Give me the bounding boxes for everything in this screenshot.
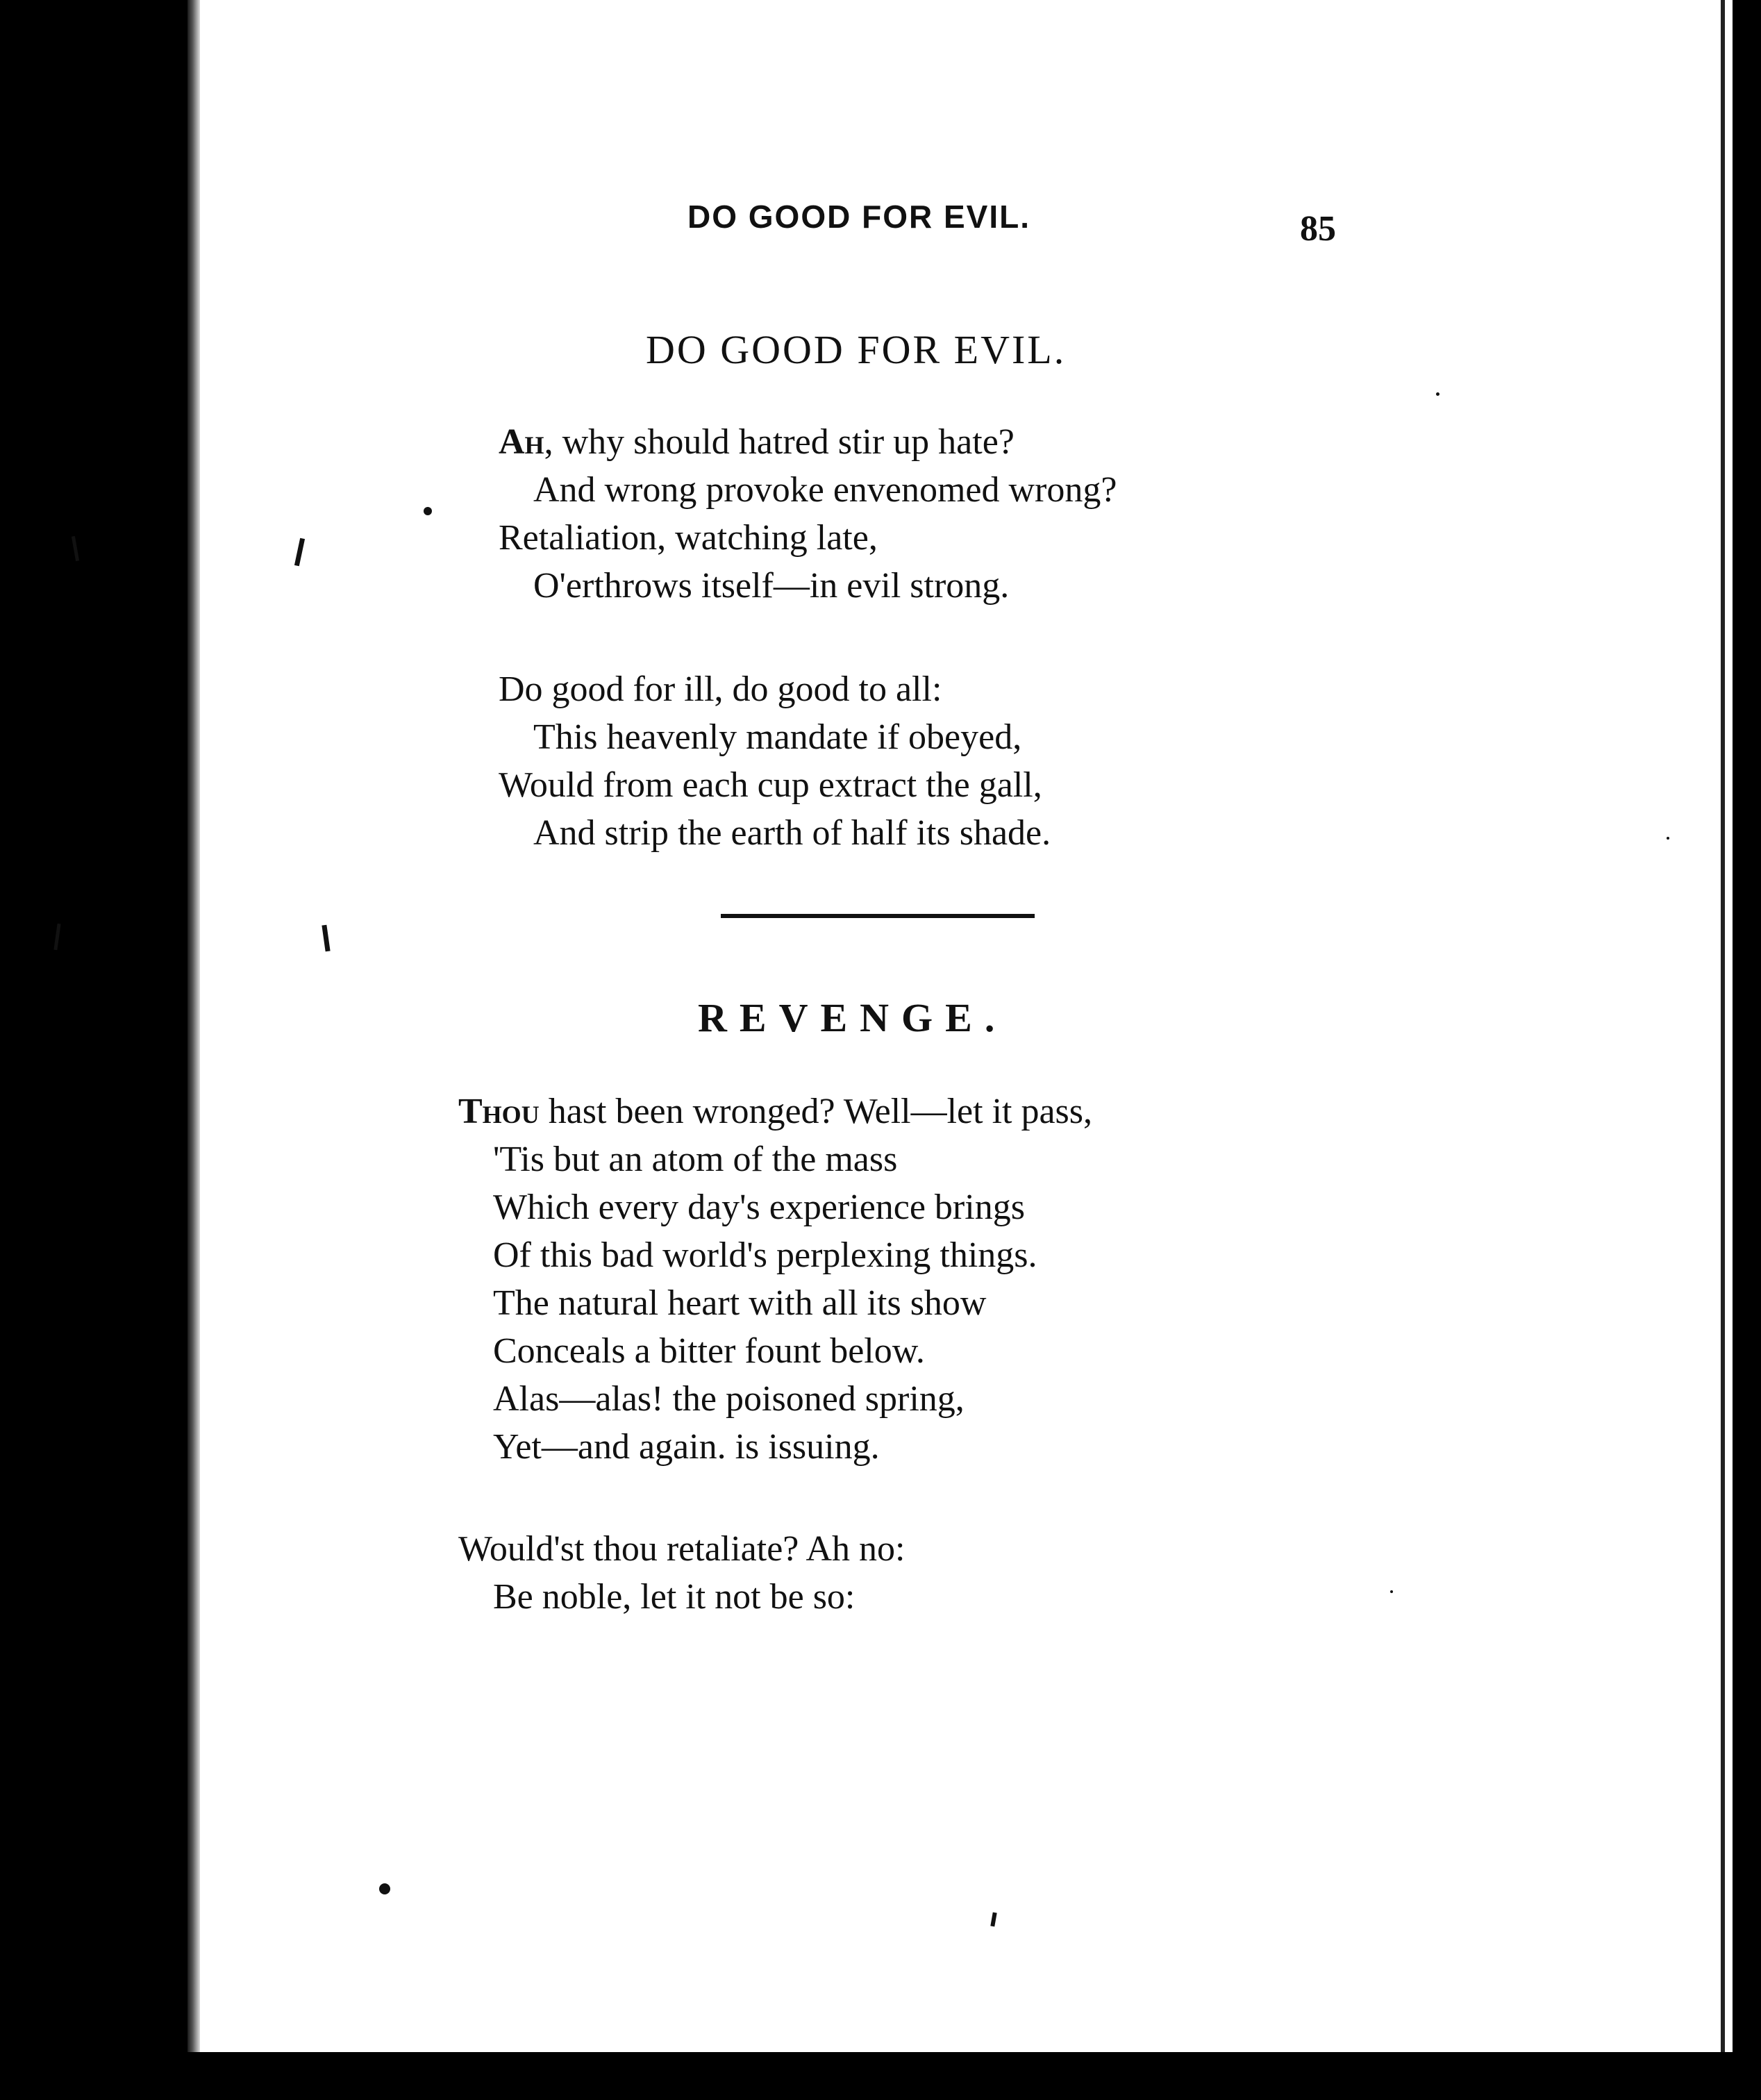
poem1-stanza-2	[499, 665, 1051, 857]
verse-line: Conceals a bitter fount below.	[493, 1331, 925, 1371]
scan-speck	[424, 507, 432, 515]
verse-line: 'Tis but an atom of the mass	[493, 1140, 898, 1179]
verse-line: Be noble, let it not be so:	[493, 1577, 856, 1617]
page-gutter-edge	[187, 0, 200, 2052]
page-number: 85	[1300, 209, 1336, 249]
verse-line: And strip the earth of half its shade.	[533, 813, 1051, 853]
poem-title-do-good-for-evil: DO GOOD FOR EVIL.	[646, 327, 1067, 372]
verse-line-lead: Thou	[458, 1092, 540, 1131]
scan-speck	[379, 1883, 390, 1894]
verse-line: Of this bad world's perplexing things.	[493, 1235, 1037, 1275]
verse-line: The natural heart with all its show	[493, 1283, 987, 1323]
verse-line: Which every day's experience brings	[493, 1188, 1025, 1227]
scan-speck	[1390, 1590, 1393, 1593]
verse-line: Would from each cup extract the gall,	[499, 765, 1042, 805]
running-head: DO GOOD FOR EVIL.	[687, 199, 1031, 235]
verse-line: Would'st thou retaliate? Ah no:	[458, 1529, 905, 1569]
verse-line-rest: , why should hatred stir up hate?	[544, 422, 1015, 462]
verse-line: Do good for ill, do good to all:	[499, 669, 942, 709]
verse-line	[458, 1088, 1092, 1135]
verse-line: This heavenly mandate if obeyed,	[533, 717, 1022, 757]
scan-speck	[1436, 392, 1439, 396]
poem2-stanza-1	[458, 1088, 1092, 1471]
scan-mark	[72, 536, 79, 561]
verse-line-rest: hast been wronged? Well—let it pass,	[539, 1092, 1093, 1131]
scan-speck	[1667, 837, 1669, 840]
scan-mark	[53, 924, 60, 950]
poem1-stanza-1	[499, 418, 1117, 610]
verse-line: Yet—and again. is issuing.	[493, 1427, 880, 1467]
verse-line-lead: Ah	[499, 422, 544, 462]
verse-line	[499, 418, 1117, 466]
verse-line: Alas—alas! the poisoned spring,	[493, 1379, 965, 1419]
section-divider-rule	[721, 914, 1035, 918]
poem2-stanza-2	[458, 1525, 905, 1621]
page-right-edge	[1721, 0, 1725, 2052]
verse-line: O'erthrows itself—in evil strong.	[533, 566, 1010, 606]
poem-title-revenge: REVENGE.	[698, 995, 1008, 1040]
verse-line: And wrong provoke envenomed wrong?	[533, 470, 1117, 510]
verse-line: Retaliation, watching late,	[499, 518, 878, 558]
